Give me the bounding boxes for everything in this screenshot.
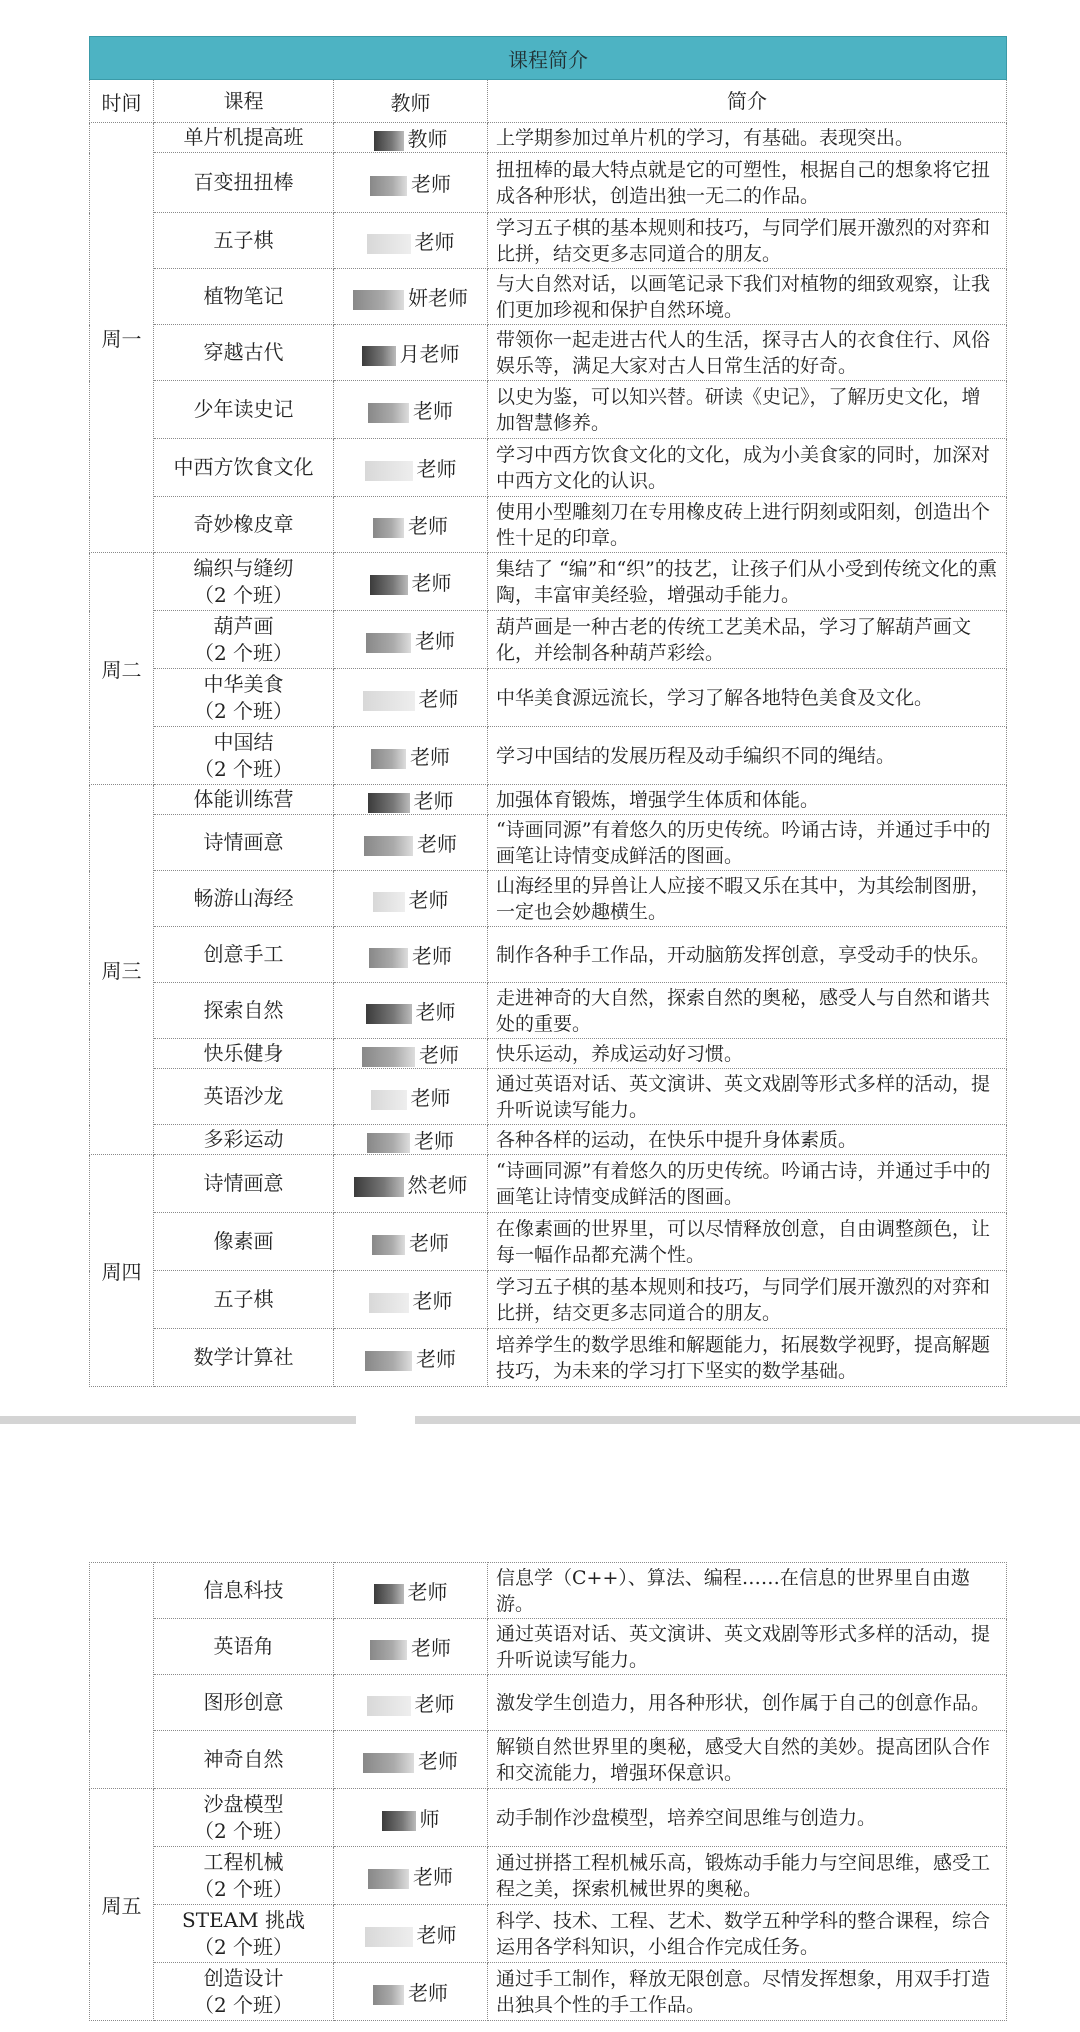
table-row [90,1731,1007,1789]
teacher-title: 师 [419,1807,440,1831]
course-cell [154,927,334,983]
redacted-name-blur [374,1584,404,1604]
course-class-count: （2 个班） [193,756,294,781]
page-divider-left [0,1416,356,1424]
description-cell: 动手制作沙盘模型，培养空间思维与创造力。 [488,1789,1007,1847]
description-cell: “诗画同源”有着悠久的历史传统。吟诵古诗，并通过手中的画笔让诗情变成鲜活的图画。 [488,815,1007,871]
table-row [90,1675,1007,1731]
course-class-count: （2 个班） [193,1818,294,1843]
course-name: 工程机械 [203,1849,284,1874]
teacher-title: 老师 [411,1636,451,1660]
redacted-name-blur [366,633,411,653]
teacher-title: 老师 [413,399,453,423]
course-name: STEAM 挑战 [182,1907,305,1932]
teacher-title: 老师 [410,745,450,769]
table-row [90,1213,1007,1271]
day-cell: 周五 [90,1789,154,2021]
teacher-title: 老师 [415,629,455,653]
redacted-name-blur [371,749,406,769]
course-name: 探索自然 [203,998,284,1022]
table-row [90,1905,1007,1963]
redacted-name-blur [362,1047,415,1067]
course-name: 诗情画意 [203,830,284,854]
header-desc: 简介 [488,80,1007,123]
description-cell: 激发学生创造力，用各种形状，创作属于自己的创意作品。 [488,1675,1007,1731]
course-cell [154,611,334,669]
redacted-name-blur [373,892,405,912]
redacted-name-blur [382,1811,416,1831]
teacher-cell [334,1905,488,1963]
course-class-count: （2 个班） [193,582,294,607]
table-row [90,123,1007,153]
teacher-title: 老师 [413,1865,453,1889]
table-row [90,983,1007,1039]
redacted-name-blur [363,691,415,711]
teacher-cell [334,381,488,439]
course-class-count: （2 个班） [193,1876,294,1901]
teacher-title: 老师 [418,687,459,711]
redacted-name-blur [368,403,409,423]
teacher-title: 老师 [409,1231,449,1255]
teacher-cell [334,1847,488,1905]
teacher-cell [334,1675,488,1731]
course-table-top [89,36,1007,1387]
course-name: 畅游山海经 [193,886,294,910]
course-cell [154,1155,334,1213]
teacher-title: 老师 [414,1129,454,1153]
redacted-name-blur [370,575,408,595]
description-cell: 快乐运动，养成运动好习惯。 [488,1039,1007,1069]
description-cell: 以史为鉴，可以知兴替。研读《史记》，了解历史文化，增加智慧修养。 [488,381,1007,439]
table-row [90,1789,1007,1847]
teacher-cell [334,1789,488,1847]
course-cell [154,1963,334,2021]
course-cell [154,983,334,1039]
course-cell [154,269,334,325]
course-name: 百变扭扭棒 [193,170,294,194]
table-row [90,1069,1007,1125]
table-row [90,785,1007,815]
description-cell: 学习五子棋的基本规则和技巧，与同学们展开激烈的对弈和比拼，结交更多志同道合的朋友。 [488,213,1007,269]
table-row [90,439,1007,497]
teacher-cell [334,1125,488,1155]
teacher-title: 妍老师 [408,286,468,310]
description-cell: 集结了 “编”和“织”的技艺，让孩子们从小受到传统文化的熏陶，丰富审美经验，增强动手能力。 [488,553,1007,611]
course-name: 信息科技 [203,1578,284,1602]
teacher-title: 老师 [408,1981,448,2005]
course-name: 奇妙橡皮章 [193,512,294,536]
course-cell [154,497,334,553]
course-name: 英语沙龙 [203,1084,284,1108]
description-cell: 带领你一起走进古代人的生活，探寻古人的衣食住行、风俗娱乐等，满足大家对古人日常生活的好奇。 [488,325,1007,381]
redacted-name-blur [372,1235,405,1255]
redacted-name-blur [369,948,408,968]
redacted-name-blur [371,1090,407,1110]
header-course: 课程 [154,80,334,123]
teacher-title: 老师 [408,514,448,538]
description-cell: 使用小型雕刻刀在专用橡皮砖上进行阴刻或阳刻，创造出个性十足的印章。 [488,497,1007,553]
teacher-title: 老师 [411,571,452,595]
teacher-cell [334,1731,488,1789]
course-cell [154,669,334,727]
table-row [90,497,1007,553]
redacted-name-blur [365,1927,413,1947]
teacher-cell [334,669,488,727]
redacted-name-blur [367,234,411,254]
course-name: 葫芦画 [213,613,274,638]
teacher-cell [334,727,488,785]
course-name: 植物笔记 [203,284,284,308]
table-body-top [90,123,1007,1387]
description-cell: 解锁自然世界里的奥秘，感受大自然的美妙。提高团队合作和交流能力，增强环保意识。 [488,1731,1007,1789]
teacher-title: 教师 [407,127,448,151]
table-row [90,1271,1007,1329]
description-cell: 加强体育锻炼，增强学生体质和体能。 [488,785,1007,815]
course-cell [154,1213,334,1271]
description-cell: 培养学生的数学思维和解题能力，拓展数学视野，提高解题技巧，为未来的学习打下坚实的数学基础。 [488,1329,1007,1387]
course-cell [154,123,334,153]
course-cell [154,1039,334,1069]
teacher-title: 老师 [408,888,449,912]
description-cell: 扭扭棒的最大特点就是它的可塑性，根据自己的想象将它扭成各种形状，创造出独一无二的作品。 [488,153,1007,213]
description-cell: 制作各种手工作品，开动脑筋发挥创意，享受动手的快乐。 [488,927,1007,983]
teacher-title: 月老师 [399,342,460,366]
header-row [90,80,1007,123]
table-title-row [90,37,1007,80]
redacted-name-blur [368,793,410,813]
description-cell: 科学、技术、工程、艺术、数学五种学科的整合课程，综合运用各学科知识，小组合作完成任务。 [488,1905,1007,1963]
description-cell: 在像素画的世界里，可以尽情释放创意，自由调整颜色，让每一幅作品都充满个性。 [488,1213,1007,1271]
description-cell: 上学期参加过单片机的学习，有基础。表现突出。 [488,123,1007,153]
description-cell: “诗画同源”有着悠久的历史传统。吟诵古诗，并通过手中的画笔让诗情变成鲜活的图画。 [488,1155,1007,1213]
course-name: 神奇自然 [203,1747,284,1771]
course-cell [154,153,334,213]
redacted-name-blur [368,1869,409,1889]
teacher-cell [334,1039,488,1069]
teacher-cell [334,785,488,815]
course-name: 中西方饮食文化 [173,455,314,479]
course-name: 五子棋 [213,228,274,252]
table-row [90,553,1007,611]
course-cell [154,727,334,785]
course-name: 中国结 [213,729,274,754]
teacher-cell [334,1329,488,1387]
redacted-name-blur [353,290,404,310]
course-name: 创意手工 [203,942,284,966]
description-cell: 各种各样的运动，在快乐中提升身体素质。 [488,1125,1007,1155]
teacher-cell [334,123,488,153]
course-cell [154,1675,334,1731]
table-row [90,927,1007,983]
course-cell [154,1271,334,1329]
course-cell [154,785,334,815]
table-row [90,815,1007,871]
description-cell: 学习中西方饮食文化的文化，成为小美食家的同时，加深对中西方文化的认识。 [488,439,1007,497]
course-class-count: （2 个班） [193,698,294,723]
teacher-cell [334,1619,488,1675]
redacted-name-blur [365,1351,412,1371]
teacher-title: 老师 [413,789,454,813]
description-cell: 葫芦画是一种古老的传统工艺美术品，学习了解葫芦画文化，并绘制各种葫芦彩绘。 [488,611,1007,669]
redacted-name-blur [362,346,396,366]
description-cell: 学习五子棋的基本规则和技巧，与同学们展开激烈的对弈和比拼，结交更多志同道合的朋友。 [488,1271,1007,1329]
redacted-name-blur [373,518,404,538]
course-name: 体能训练营 [193,787,294,811]
description-cell: 信息学（C++）、算法、编程……在信息的世界里自由遨游。 [488,1563,1007,1619]
teacher-title: 老师 [416,457,457,481]
teacher-cell [334,439,488,497]
day-cell-continued [90,1563,154,1789]
teacher-cell [334,1155,488,1213]
table-row [90,611,1007,669]
redacted-name-blur [370,176,407,196]
teacher-cell [334,1213,488,1271]
table-row [90,1619,1007,1675]
course-cell [154,553,334,611]
day-cell: 周四 [90,1155,154,1387]
description-cell: 山海经里的异兽让人应接不暇又乐在其中，为其绘制图册，一定也会妙趣横生。 [488,871,1007,927]
teacher-cell [334,497,488,553]
day-cell: 周一 [90,123,154,553]
description-cell: 走进神奇的大自然，探索自然的奥秘，感受人与自然和谐共处的重要。 [488,983,1007,1039]
teacher-title: 然老师 [407,1173,468,1197]
table-row [90,871,1007,927]
teacher-title: 老师 [410,1086,451,1110]
course-name: 中华美食 [203,671,284,696]
redacted-name-blur [367,1696,411,1716]
table-body-bottom [90,1563,1007,2021]
table-row [90,1329,1007,1387]
course-cell [154,381,334,439]
teacher-cell [334,815,488,871]
redacted-name-blur [363,1753,414,1773]
course-cell [154,1847,334,1905]
teacher-cell [334,153,488,213]
table-row [90,269,1007,325]
teacher-title: 老师 [416,1923,457,1947]
redacted-name-blur [365,461,413,481]
course-name: 少年读史记 [193,397,294,421]
teacher-title: 老师 [412,944,452,968]
teacher-cell [334,553,488,611]
course-name: 多彩运动 [203,1127,284,1151]
course-cell [154,815,334,871]
day-cell: 周三 [90,785,154,1155]
table-row [90,153,1007,213]
header-time: 时间 [90,80,154,123]
table-row [90,1563,1007,1619]
table-row [90,1963,1007,2021]
teacher-cell [334,983,488,1039]
course-cell [154,1731,334,1789]
teacher-cell [334,611,488,669]
teacher-cell [334,871,488,927]
teacher-cell [334,1963,488,2021]
teacher-cell [334,213,488,269]
teacher-title: 老师 [412,1289,453,1313]
teacher-title: 老师 [414,230,455,254]
description-cell: 通过拼搭工程机械乐高，锻炼动手能力与空间思维，感受工程之美，探索机械世界的奥秘。 [488,1847,1007,1905]
course-name: 创造设计 [203,1965,284,1990]
course-class-count: （2 个班） [193,1992,294,2017]
redacted-name-blur [374,131,404,151]
course-cell [154,1563,334,1619]
course-table-bottom [89,1562,1007,2021]
teacher-cell [334,269,488,325]
teacher-title: 老师 [414,1692,455,1716]
header-teacher: 教师 [334,80,488,123]
course-cell [154,1619,334,1675]
course-cell [154,213,334,269]
course-cell [154,1789,334,1847]
teacher-title: 老师 [416,1347,456,1371]
course-name: 编织与缝纫 [193,555,294,580]
page-divider-right [415,1416,1080,1424]
course-name: 像素画 [213,1229,274,1253]
description-cell: 中华美食源远流长，学习了解各地特色美食及文化。 [488,669,1007,727]
course-cell [154,1905,334,1963]
course-cell [154,1069,334,1125]
course-name: 穿越古代 [203,340,284,364]
course-class-count: （2 个班） [193,640,294,665]
course-name: 图形创意 [203,1690,284,1714]
table-row [90,381,1007,439]
teacher-cell [334,1563,488,1619]
table-row [90,1039,1007,1069]
teacher-title: 老师 [419,1043,459,1067]
teacher-cell [334,927,488,983]
teacher-title: 老师 [418,1749,458,1773]
course-name: 单片机提高班 [183,125,304,149]
redacted-name-blur [354,1177,404,1197]
course-cell [154,439,334,497]
course-name: 沙盘模型 [203,1791,284,1816]
course-class-count: （2 个班） [193,1934,294,1959]
course-cell [154,1329,334,1387]
course-cell [154,871,334,927]
description-cell: 通过英语对话、英文演讲、英文戏剧等形式多样的活动，提升听说读写能力。 [488,1619,1007,1675]
description-cell: 通过英语对话、英文演讲、英文戏剧等形式多样的活动，提升听说读写能力。 [488,1069,1007,1125]
table-row [90,1847,1007,1905]
redacted-name-blur [366,1004,412,1024]
redacted-name-blur [370,1640,407,1660]
day-cell: 周二 [90,553,154,785]
teacher-cell [334,1271,488,1329]
table-row [90,669,1007,727]
redacted-name-blur [367,1133,410,1153]
table-title: 课程简介 [90,37,1007,80]
redacted-name-blur [373,1985,404,2005]
course-name: 快乐健身 [203,1041,284,1065]
teacher-title: 老师 [415,1000,456,1024]
teacher-cell [334,1069,488,1125]
teacher-title: 老师 [411,172,451,196]
description-cell: 与大自然对话，以画笔记录下我们对植物的细致观察，让我们更加珍视和保护自然环境。 [488,269,1007,325]
course-name: 数学计算社 [193,1345,294,1369]
teacher-title: 老师 [417,832,457,856]
course-name: 诗情画意 [203,1171,284,1195]
table-row [90,325,1007,381]
course-cell [154,1125,334,1155]
table-row [90,1125,1007,1155]
description-cell: 学习中国结的发展历程及动手编织不同的绳结。 [488,727,1007,785]
table-row [90,213,1007,269]
redacted-name-blur [369,1293,409,1313]
table-row [90,727,1007,785]
description-cell: 通过手工制作，释放无限创意。尽情发挥想象，用双手打造出独具个性的手工作品。 [488,1963,1007,2021]
teacher-title: 老师 [407,1580,448,1604]
redacted-name-blur [364,836,413,856]
teacher-cell [334,325,488,381]
table-row [90,1155,1007,1213]
course-name: 英语角 [213,1634,274,1658]
course-name: 五子棋 [213,1287,274,1311]
course-cell [154,325,334,381]
